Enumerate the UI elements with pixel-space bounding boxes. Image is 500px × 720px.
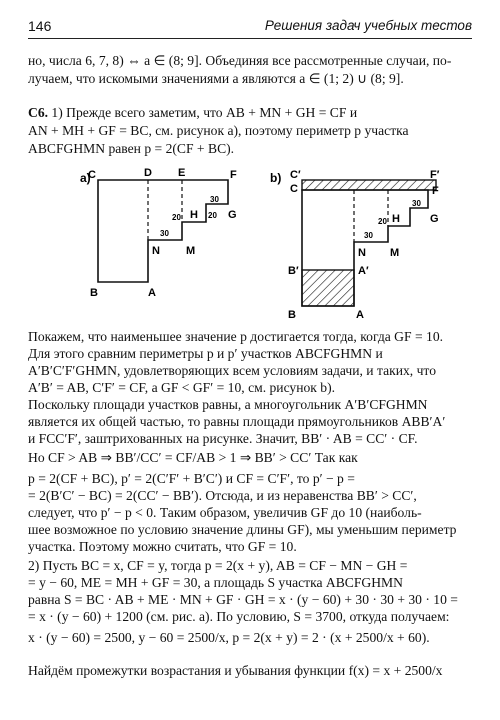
dim-a-20-upper: 20 [172,213,181,222]
body-line-8: Но CF > AB ⇒ BB′/CC′ = CF/AB > 1 ⇒ BB′ > CC′ Так как [28,450,358,465]
page-header [28,18,472,39]
body-line-4: A′B′ = AB, C′F′ = CF, а GF < GF′ = 10, см. рисунок b). [28,380,336,395]
problem-c6-line-2: AN + MH + GF = BC, см. рисунок a), поэтому периметр p участка [28,123,409,138]
intro-line-1: но, числа 6, 7, 8) ⇔ a ∈ (8; 9]. Объединяя все рассмотренные случаи, по- [28,53,452,68]
point-G: G [228,209,237,221]
running-title: Решения задач учебных тестов [264,18,472,33]
point-C-prime: C′ [290,169,301,181]
point-A-b: A [356,309,364,320]
intro-line-2: лучаем, что искомыми значениями a являются a ∈ (1; 2) ∪ (8; 9]. [28,71,404,86]
dim-a-30-lower: 30 [160,229,169,238]
point-M: M [186,245,196,257]
body-line-13: участка. Поэтому можно считать, что GF = 10. [28,539,297,554]
body-line-7: и FCC′F′, заштрихованных на рисунке. Значит, BB′ · AB = CC′ · CF. [28,431,418,446]
problem-c6-line-3: ABCFGHMN равен p = 2(CF + BC). [28,141,235,156]
point-N: N [152,245,160,257]
point-C: C [88,169,96,181]
dim-b-30-top: 30 [412,199,421,208]
figure-a-label: a) [80,171,91,185]
dim-a-30-top: 30 [210,195,219,204]
body-line-10: = 2(B′C′ − BC) = 2(CC′ − BB′). Отсюда, и из неравенства BB′ > CC′, [28,488,417,503]
body-line-14: 2) Пусть BC = x, CF = y, тогда p = 2(x + y), AB = CF − MN − GH = [28,558,408,573]
body-line-12: шее возможное по условию значение длины GF), мы уменьшим периметр [28,522,457,537]
point-F: F [230,169,237,181]
point-B-b: B [288,309,296,320]
body-line-18: x · (y − 60) = 2500, y − 60 = 2500/x, p = 2(x + y) = 2 · (x + 2500/x + 60). [28,630,430,645]
body-line-19: Найдём промежутки возрастания и убывания функции f(x) = x + 2500/x [28,663,443,678]
figure-plots [80,160,440,320]
point-N-b: N [358,247,366,259]
body-line-16: равна S = BC · AB + ME · MN + GF · GH = x · (y − 60) + 30 · 30 + 30 · 10 = [28,592,458,607]
point-H-b: H [392,213,400,225]
body-line-15: = y − 60, ME = MH + GF = 30, а площадь S участка ABCFGHMN [28,575,403,590]
dim-a-20-side: 20 [208,211,217,220]
dim-b-30-lower: 30 [364,231,373,240]
point-B: B [90,287,98,299]
problem-label: С6. [28,105,49,120]
point-M-b: M [390,247,400,259]
point-G-b: G [430,213,439,225]
body-line-6: является их общей частью, то равны площади прямоугольников ABB′A′ [28,414,446,429]
page-number: 146 [28,18,52,34]
problem-text-1: 1) Прежде всего заметим, что AB + MN + GH = CF и [51,105,358,120]
body-line-9: p = 2(CF + BC), p′ = 2(C′F′ + B′C′) и CF = C′F′, то p′ − p = [28,471,355,486]
dim-b-20: 20 [378,217,387,226]
point-C-b: C [290,183,298,195]
point-D: D [144,167,152,179]
point-E: E [178,167,186,179]
body-line-17: = x · (y − 60) + 1200 (см. рис. a). По условию, S = 3700, откуда получаем: [28,609,450,624]
problem-c6-line-1 [28,104,472,121]
body-line-3: A′B′C′F′GHMN, удовлетворяющих всем условиям задачи, и таких, что [28,363,436,378]
point-F-prime: F′ [430,169,440,181]
point-A: A [148,287,156,299]
hatched-rect-top [302,180,436,190]
figure-a [80,167,237,299]
body-line-5: Поскольку площади участков равны, а многоугольник A′B′CFGHMN [28,397,428,412]
figure-b [270,169,440,320]
body-line-1: Покажем, что наименьшее значение p достигается тогда, когда GF = 10. [28,329,444,344]
point-B-prime: B′ [288,265,299,277]
body-line-11: следует, что p′ − p < 0. Таким образом, увеличив GF до 10 (наиболь- [28,505,422,520]
hatched-rect-bottom [302,270,354,306]
figure-b-label: b) [270,171,282,185]
point-F-b: F [432,185,439,197]
body-line-2: Для этого сравним периметры p и p′ участков ABCFGHMN и [28,346,383,361]
point-A-prime: A′ [358,265,369,277]
point-H: H [190,209,198,221]
